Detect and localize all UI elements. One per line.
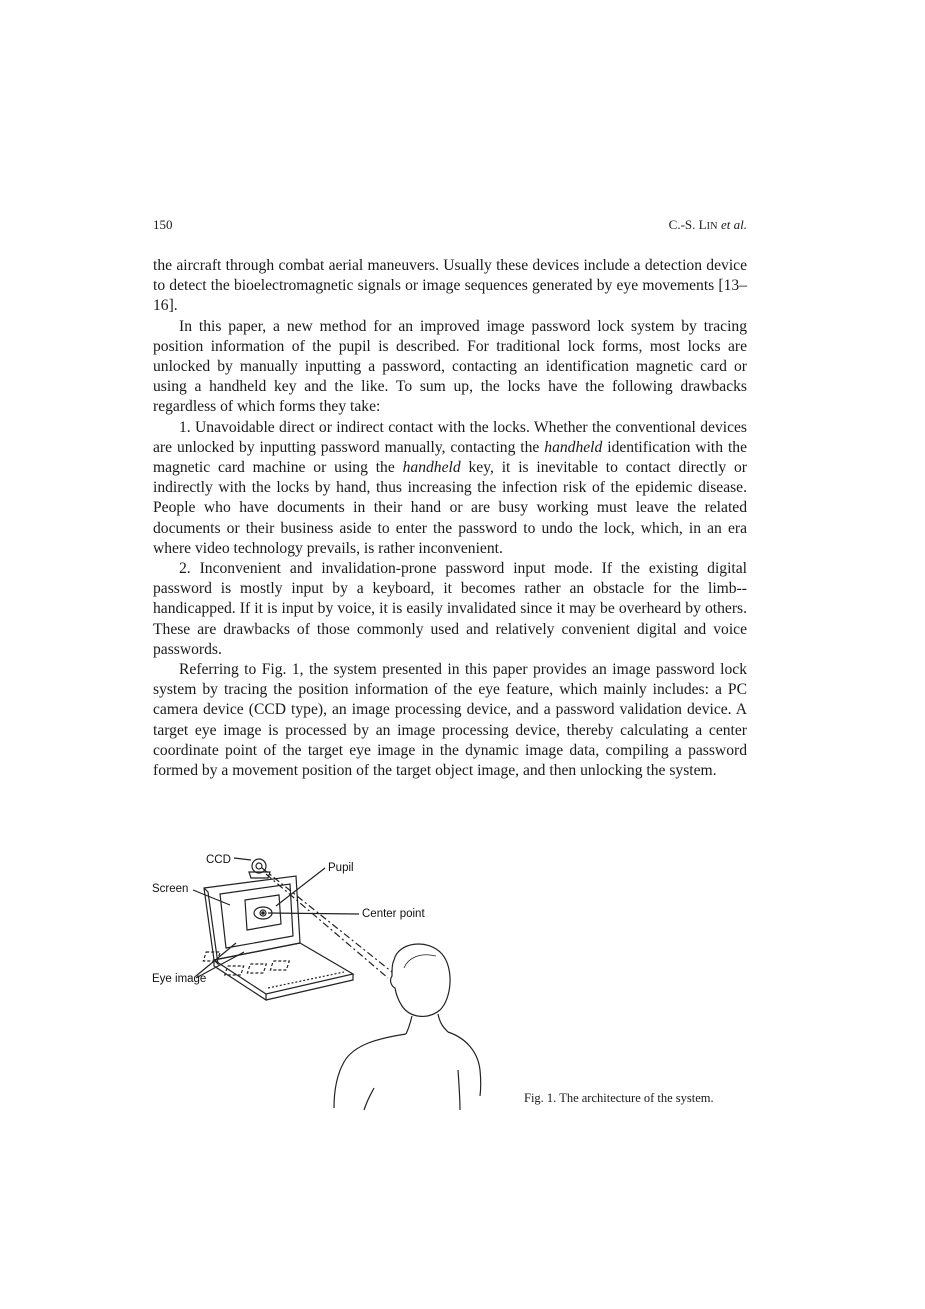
label-center-point: Center point — [362, 908, 425, 920]
label-eye-image: Eye image — [152, 973, 207, 985]
paragraph-3 — [153, 418, 747, 559]
label-pupil: Pupil — [328, 862, 354, 874]
paragraph-4: 2. Inconvenient and invalidation-prone password input mode. If the existing digital password is mostly input by a keyboard, it becomes rather an obstacle for the limb--handicapped. If it is input by voice, it is easily invalidated since it may be overheard by others. These are drawbacks of those commonly used and relatively convenient digital and voice passwords. — [153, 560, 747, 658]
label-screen: Screen — [152, 883, 189, 895]
p3-italic-handheld-2: handheld — [402, 459, 461, 477]
system-diagram — [148, 848, 493, 1113]
leader-ccd — [234, 858, 251, 860]
p3-part-c: identification with the magnetic card machine or using the — [153, 438, 747, 477]
figure-1-caption: Fig. 1. The architecture of the system. — [524, 1091, 714, 1105]
p3-part-a: 1. Unavoidable direct or indirect contact with the locks. Whether the conventional devices are unlocked by inputting password manually, contacting the — [153, 418, 747, 456]
paragraph-1: the aircraft through combat aerial maneuvers. Usually these devices include a detection device to detect the bioelectromagnetic signals or image sequences generated by eye movements [13–16]. — [153, 257, 747, 315]
page-number: 150 — [153, 217, 173, 232]
laptop-monitor — [204, 876, 300, 964]
leader-screen — [193, 890, 230, 905]
label-ccd: CCD — [206, 854, 231, 866]
p3-italic-handheld-1: handheld — [544, 438, 603, 456]
page-header — [153, 217, 747, 237]
paragraph-2: In this paper, a new method for an improved image password lock system by tracing position information of the pupil is described. For traditional lock forms, most locks are unlocked by manually inputting a password, contacting an identification magnetic card or using a handheld key and the like. To sum up, the locks have the following drawbacks regardless of which forms they take: — [153, 317, 747, 416]
author-smallcaps: IN — [706, 221, 718, 232]
running-head-authors — [669, 217, 747, 233]
leader-pupil — [276, 868, 325, 906]
author-etal: et al. — [721, 217, 747, 232]
author-prefix: C.-S. L — [668, 217, 707, 232]
paragraph-5: Referring to Fig. 1, the system presented in this paper provides an image password lock system by tracing the position information of the eye feature, which mainly includes: a PC camera device (CCD type), an image processing device, and a password validation device. A target eye image is processed by an image processing device, thereby calculating a center coordinate point of the target eye image in the dynamic image data, compiling a password formed by a movement position of the target object image, and then unlocking the system. — [153, 661, 747, 780]
user-figure — [334, 944, 481, 1110]
p3-part-e: key, it is inevitable to contact directly or indirectly with the locks by hand, thus increasing the infection risk of the epidemic disease. People who have documents in their hand or are busy working must leave the related documents or their business aside to enter the password to undo the lock, which, in an era where video technology prevails, is rather inconvenient. — [153, 459, 747, 557]
figure-1-architecture — [148, 848, 493, 1113]
body-text — [153, 256, 747, 781]
